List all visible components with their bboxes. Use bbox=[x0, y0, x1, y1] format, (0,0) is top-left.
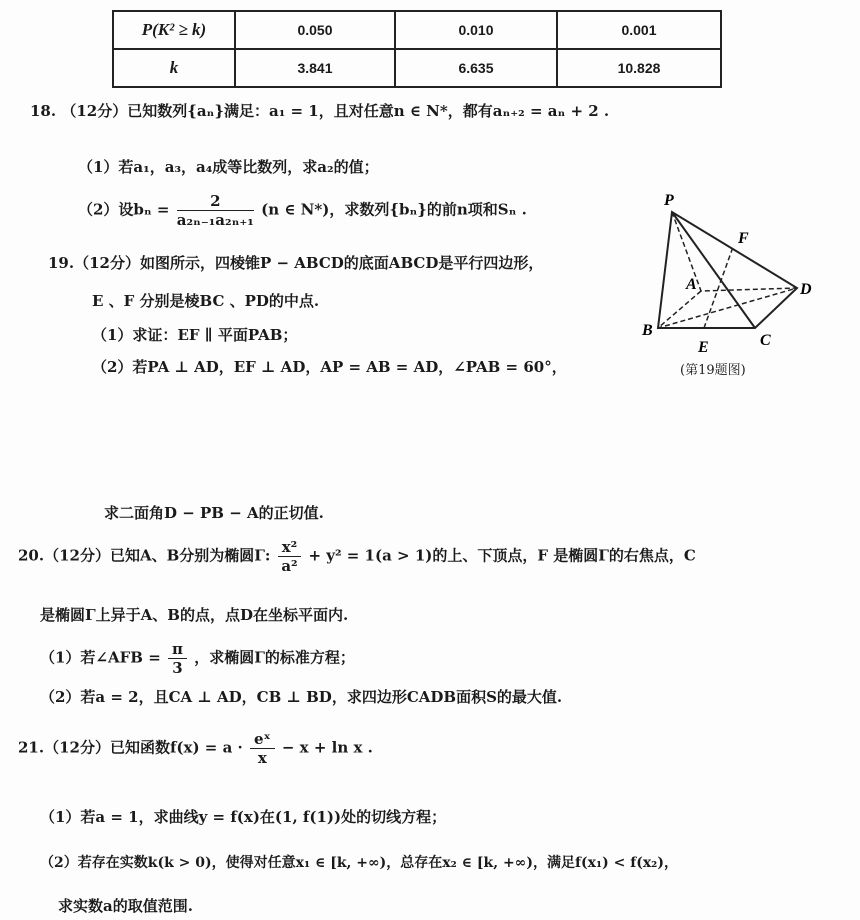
label-C: C bbox=[760, 332, 771, 349]
q19-stem: 19.（12分）如图所示，四棱锥P − ABCD的底面ABCD是平行四边形， bbox=[48, 254, 544, 272]
table-cell: k bbox=[113, 49, 235, 87]
q19-part1: （1）求证：EF ∥ 平面PAB； bbox=[92, 326, 298, 344]
text: 20.（12分）已知A、B分别为椭圆Γ: bbox=[18, 546, 271, 565]
label-B: B bbox=[642, 322, 653, 339]
text: (n ∈ N*)，求数列{bₙ}的前n项和Sₙ . bbox=[261, 200, 527, 219]
q21-part2-cont: 求实数a的取值范围. bbox=[58, 897, 193, 915]
q18-part2 bbox=[78, 192, 527, 229]
numerator: eˣ bbox=[250, 730, 275, 749]
label-P: P bbox=[664, 192, 674, 209]
fraction bbox=[177, 192, 254, 229]
table-cell: 0.010 bbox=[395, 11, 557, 49]
fraction bbox=[168, 640, 187, 677]
label-F: F bbox=[738, 230, 749, 247]
text: + y² = 1(a > 1)的上、下顶点，F 是椭圆Γ的右焦点，C bbox=[308, 546, 696, 565]
text: （1）若∠AFB = bbox=[40, 648, 161, 667]
hidden-edges bbox=[658, 212, 797, 328]
q19-part2-cont: 求二面角D − PB − A的正切值. bbox=[104, 504, 324, 522]
denominator: a₂ₙ₋₁a₂ₙ₊₁ bbox=[176, 211, 254, 229]
critical-value-table bbox=[112, 10, 722, 88]
q18-part1: （1）若a₁，a₃，a₄成等比数列，求a₂的值； bbox=[78, 158, 379, 176]
q21-part1: （1）若a = 1，求曲线y = f(x)在(1, f(1))处的切线方程； bbox=[40, 808, 447, 826]
q19-line2: E 、F 分别是棱BC 、PD的中点. bbox=[92, 292, 320, 310]
table-cell: P(K² ≥ k) bbox=[113, 11, 235, 49]
table-cell: 0.050 bbox=[235, 11, 395, 49]
fraction bbox=[278, 538, 302, 575]
q19-part2: （2）若PA ⊥ AD，EF ⊥ AD，AP = AB = AD，∠PAB = 60°， bbox=[92, 358, 567, 376]
denominator: a² bbox=[281, 557, 298, 575]
q20-line2: 是椭圆Γ上异于A、B的点，点D在坐标平面内. bbox=[40, 606, 349, 624]
numerator: π bbox=[168, 640, 187, 659]
text: ，求椭圆Γ的标准方程； bbox=[194, 648, 355, 667]
label-D: D bbox=[800, 281, 812, 298]
figure-caption: (第19题图) bbox=[680, 363, 746, 378]
label-E: E bbox=[698, 339, 709, 355]
pyramid-figure bbox=[620, 185, 840, 355]
table-cell: 3.841 bbox=[235, 49, 395, 87]
table-cell: 6.635 bbox=[395, 49, 557, 87]
table-cell: 10.828 bbox=[557, 49, 721, 87]
text: − x + ln x . bbox=[281, 738, 373, 757]
denominator: 3 bbox=[172, 659, 183, 677]
q18-stem: 18. （12分）已知数列{aₙ}满足：a₁ = 1，且对任意n ∈ N*，都有aₙ₊₂ = aₙ + 2 . bbox=[30, 102, 610, 120]
q20-stem bbox=[18, 538, 696, 575]
label-A: A bbox=[686, 276, 697, 293]
q21-stem bbox=[18, 730, 373, 767]
q20-part1 bbox=[40, 640, 355, 677]
fraction bbox=[250, 730, 275, 767]
table-row bbox=[113, 11, 721, 49]
table-cell: 0.001 bbox=[557, 11, 721, 49]
text: （2）设bₙ = bbox=[78, 200, 170, 219]
q21-part2: （2）若存在实数k(k > 0)，使得对任意x₁ ∈ [k, +∞)，总存在x₂ ∈ [k, +∞)，满足f(x₁) < f(x₂)， bbox=[40, 855, 678, 871]
q20-part2: （2）若a = 2，且CA ⊥ AD，CB ⊥ BD，求四边形CADB面积S的最大值. bbox=[40, 688, 563, 706]
table-row bbox=[113, 49, 721, 87]
numerator: 2 bbox=[177, 192, 254, 211]
text: 21.（12分）已知函数f(x) = a · bbox=[18, 738, 243, 757]
numerator: x² bbox=[278, 538, 302, 557]
denominator: x bbox=[257, 749, 267, 767]
